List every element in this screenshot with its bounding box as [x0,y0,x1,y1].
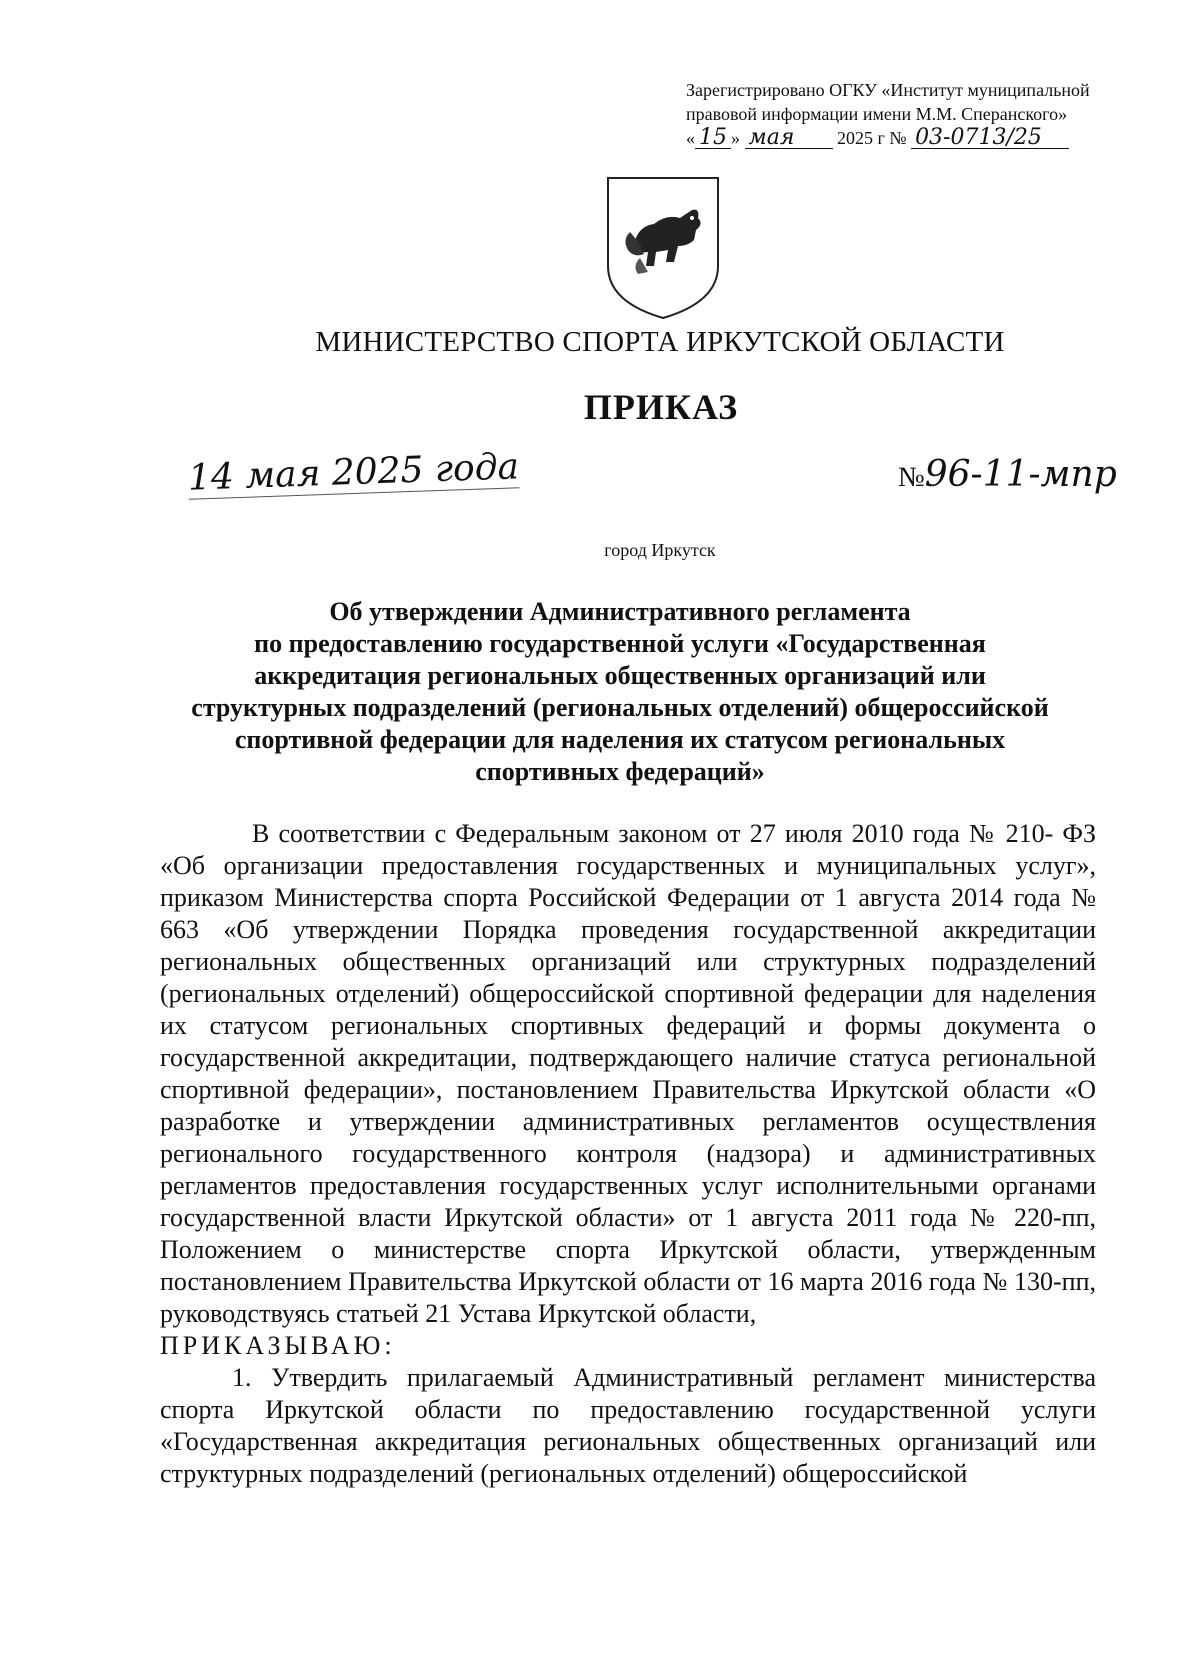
registration-day: 15 [695,128,731,149]
title-line: спортивной федерации для наделения их статусом региональных [234,725,1006,754]
registration-month: мая [745,128,833,149]
registration-quote-close: » [731,128,740,148]
document-body [160,818,1096,1490]
registration-date-line [686,126,1122,150]
title-line: структурных подразделений (региональных отделений) общероссийской [191,693,1049,722]
city: город Иркутск [604,540,716,560]
order-number-prefix: № [898,462,925,493]
document-title [150,596,1090,788]
registration-line-1: Зарегистрировано ОГКУ «Институт муниципальной [686,80,1090,100]
registration-stamp [686,78,1122,150]
order-number-value: 96-11-мпр [924,454,1117,495]
title-line: аккредитация региональных общественных организаций или [254,661,986,690]
registration-number: 03-0713/25 [911,128,1069,149]
document-type: ПРИКАЗ [583,387,739,427]
registration-quote-open: « [686,128,695,148]
registration-year: 2025 г № [837,128,907,148]
preamble-paragraph: В соответствии с Федеральным законом от 27 июля 2010 года № 210- ФЗ «Об организации предоставления государственных и муниципальных услуг», приказом Министерства спорта Российской Федерации от 1 августа 2014 года № 663 «Об утверждении Порядка проведения государственной аккредитации региональных общественных организаций или структурных подразделений (региональных отделений) общероссийской спортивной федерации для наделения их статусом региональных спортивных федераций и формы документа о государственной аккредитации, подтверждающего наличие статуса региональной спортивной федерации», постановлением Правительства Иркутской области «О разработке и утверждении административных регламентов осуществления регионального государственного контроля (надзора) и административных регламентов предоставления государственных услуг исполнительными органами государственной власти Иркутской области» от 1 августа 2011 года № 220-пп, Положением о министерстве спорта Иркутской области, утвержденным постановлением Правительства Иркутской области от 16 марта 2016 года № 130-пп, руководствуясь статьей 21 Устава Иркутской области, [160,819,1096,1328]
title-line: спортивных федераций» [475,757,765,786]
order-date [187,446,519,499]
title-line: Об утверждении Административного регламента [329,597,911,626]
order-date-text: 14 мая 2025 года [187,446,520,499]
coat-of-arms-icon [604,174,722,322]
order-item-1: 1. Утвердить прилагаемый Административный регламент министерства спорта Иркутской области по предоставлению государственной услуги «Государственная аккредитация региональных общественных организаций или структурных подразделений (региональных отделений) общероссийской [160,1363,1096,1488]
ministry-name: МИНИСТЕРСТВО СПОРТА ИРКУТСКОЙ ОБЛАСТИ [315,326,1005,358]
order-number [898,454,1117,495]
decree-word: ПРИКАЗЫВАЮ: [160,1331,396,1360]
title-line: по предоставлению государственной услуги «Государственная [254,629,986,658]
registration-line-2: правовой информации имени М.М. Сперанского» [686,104,1068,124]
